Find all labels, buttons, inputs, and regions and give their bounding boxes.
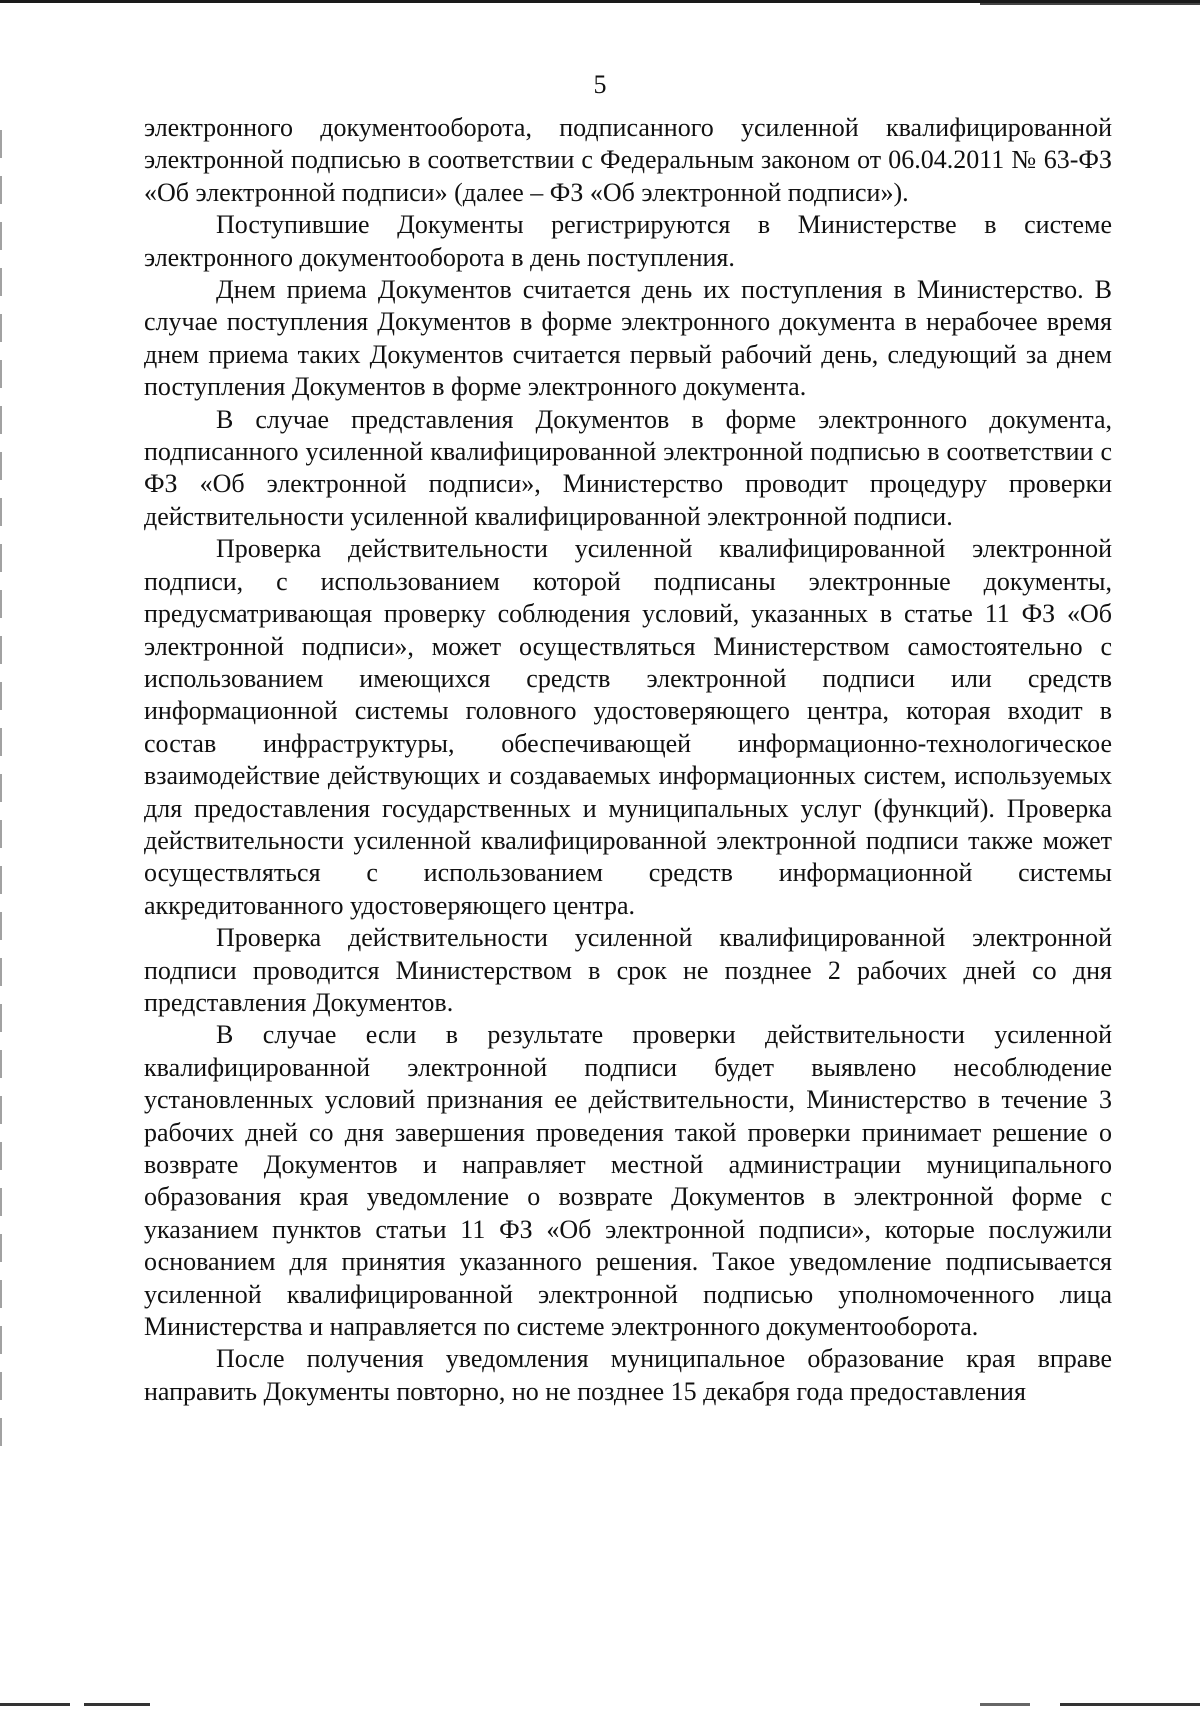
paragraph: Проверка действительности усиленной квалифицированной электронной подписи, с использованием которой подписаны электронные документы, предусматривающая проверку соблюдения условий, указанных в статье 11 ФЗ «Об электронной подписи», может осуществляться Министерством самостоятельно с использованием имеющихся средств электронной подписи или средств информационной системы головного удостоверяющего центра, которая входит в состав инфраструктуры, обеспечивающей информационно-технологическое взаимодействие действующих и создаваемых информационных систем, используемых для предоставления государственных и муниципальных услуг (функций). Проверка действительности усиленной квалифицированной электронной подписи также может осуществляться с использованием средств информационной системы аккредитованного удостоверяющего центра. xyxy=(144,534,1112,920)
paragraph: В случае представления Документов в форме электронного документа, подписанного усиленной квалифицированной электронной подписью в соответствии с ФЗ «Об электронной подписи», Министерство проводит процедуру проверки действительности усиленной квалифицированной электронной подписи. xyxy=(144,404,1112,531)
paragraph: После получения уведомления муниципальное образование края вправе направить Документы повторно, но не позднее 15 декабря года предоставления xyxy=(144,1344,1112,1406)
scan-edge-left xyxy=(0,130,2,1460)
scan-edge-bottom xyxy=(0,1703,1200,1706)
page-number: 5 xyxy=(593,70,607,99)
scan-edge-top-right xyxy=(980,3,1200,5)
paragraph: Днем приема Документов считается день их поступления в Министерство. В случае поступления Документов в форме электронного документа в нерабочее время днем приема таких Документов считается первый рабочий день, следующий за днем поступления Документов в форме электронного документа. xyxy=(144,275,1112,402)
paragraph: Поступившие Документы регистрируются в Министерстве в системе электронного документооборота в день поступления. xyxy=(144,210,1112,272)
document-body xyxy=(144,112,1112,1408)
paragraph: Проверка действительности усиленной квалифицированной электронной подписи проводится Министерством в срок не позднее 2 рабочих дней со дня представления Документов. xyxy=(144,923,1112,1017)
paragraph-continuation: электронного документооборота, подписанного усиленной квалифицированной электронной подписью в соответствии с Федеральным законом от 06.04.2011 № 63-ФЗ «Об электронной подписи» (далее – ФЗ «Об электронной подписи»). xyxy=(144,113,1112,207)
paragraph: В случае если в результате проверки действительности усиленной квалифицированной электронной подписи будет выявлено несоблюдение установленных условий признания ее действительности, Министерство в течение 3 рабочих дней со дня завершения проведения такой проверки принимает решение о возврате Документов и направляет местной администрации муниципального образования края уведомление о возврате Документов в электронной форме с указанием пунктов статьи 11 ФЗ «Об электронной подписи», которые послужили основанием для принятия указанного решения. Такое уведомление подписывается усиленной квалифицированной электронной подписью уполномоченного лица Министерства и направляется по системе электронного документооборота. xyxy=(144,1020,1112,1342)
